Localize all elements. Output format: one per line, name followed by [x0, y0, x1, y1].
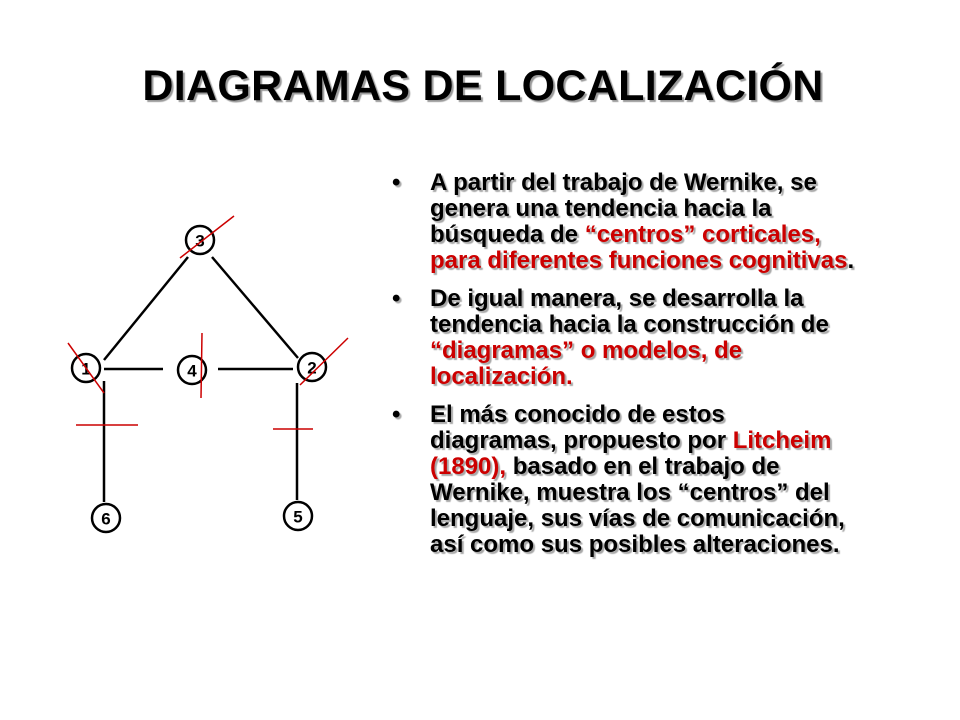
bullet-text-0 — [430, 169, 854, 274]
bullet-1-line-2-seg-0: “diagramas” o modelos, de — [430, 337, 743, 364]
bullet-0-line-3-seg-0: para diferentes funciones cognitivas — [430, 247, 848, 274]
bullet-dot: • — [392, 169, 401, 196]
bullet-1-line-3-seg-0: localización. — [430, 363, 573, 390]
bullet-2-line-5-seg-0: así como sus posibles alteraciones. — [430, 531, 840, 558]
node-3-label: 3 — [195, 231, 205, 251]
bullet-2-line-0-seg-0: El más conocido de estos — [430, 401, 725, 428]
slide-title: DIAGRAMAS DE LOCALIZACIÓN — [142, 62, 824, 110]
node-4-label: 4 — [187, 361, 197, 381]
bullet-1-line-0-seg-0: De igual manera, se desarrolla la — [430, 285, 804, 312]
lesion-mark-node-4 — [201, 333, 202, 398]
bullet-text-1 — [430, 285, 829, 390]
path-3-2 — [212, 257, 298, 358]
bullet-0-line-2-seg-0: búsqueda de — [430, 221, 585, 248]
bullet-item — [392, 170, 922, 274]
bullet-2-line-3-seg-0: Wernike, muestra los “centros” del — [430, 479, 830, 506]
bullet-2-line-4-seg-0: lenguaje, sus vías de comunicación, — [430, 505, 845, 532]
bullet-1-line-1-seg-0: tendencia hacia la construcción de — [430, 311, 829, 338]
bullet-2-line-1-seg-1: Litcheim — [732, 427, 832, 454]
bullet-dot: • — [392, 401, 401, 428]
bullet-dot: • — [392, 285, 401, 312]
bullet-0-line-0-seg-0: A partir del trabajo de Wernike, se — [430, 169, 817, 196]
node-2-label: 2 — [307, 358, 317, 378]
path-3-1 — [104, 257, 188, 360]
bullet-0-line-2-seg-1: “centros” corticales, — [584, 221, 821, 248]
bullet-2-line-2-seg-0: (1890), — [430, 453, 507, 480]
node-1-label: 1 — [81, 359, 91, 379]
bullet-item — [392, 286, 922, 390]
node-5-label: 5 — [293, 507, 303, 527]
lichtheim-diagram — [0, 0, 420, 560]
bullet-item — [392, 402, 922, 558]
bullet-2-line-1-seg-0: diagramas, propuesto por — [430, 427, 733, 454]
bullet-2-line-2-seg-1: basado en el trabajo de — [506, 453, 780, 480]
bullet-text-2 — [430, 401, 845, 558]
node-6-label: 6 — [101, 509, 111, 529]
bullet-list — [392, 170, 922, 570]
bullet-0-line-1-seg-0: genera una tendencia hacia la — [430, 195, 772, 222]
bullet-0-line-3-seg-1: . — [847, 247, 855, 274]
